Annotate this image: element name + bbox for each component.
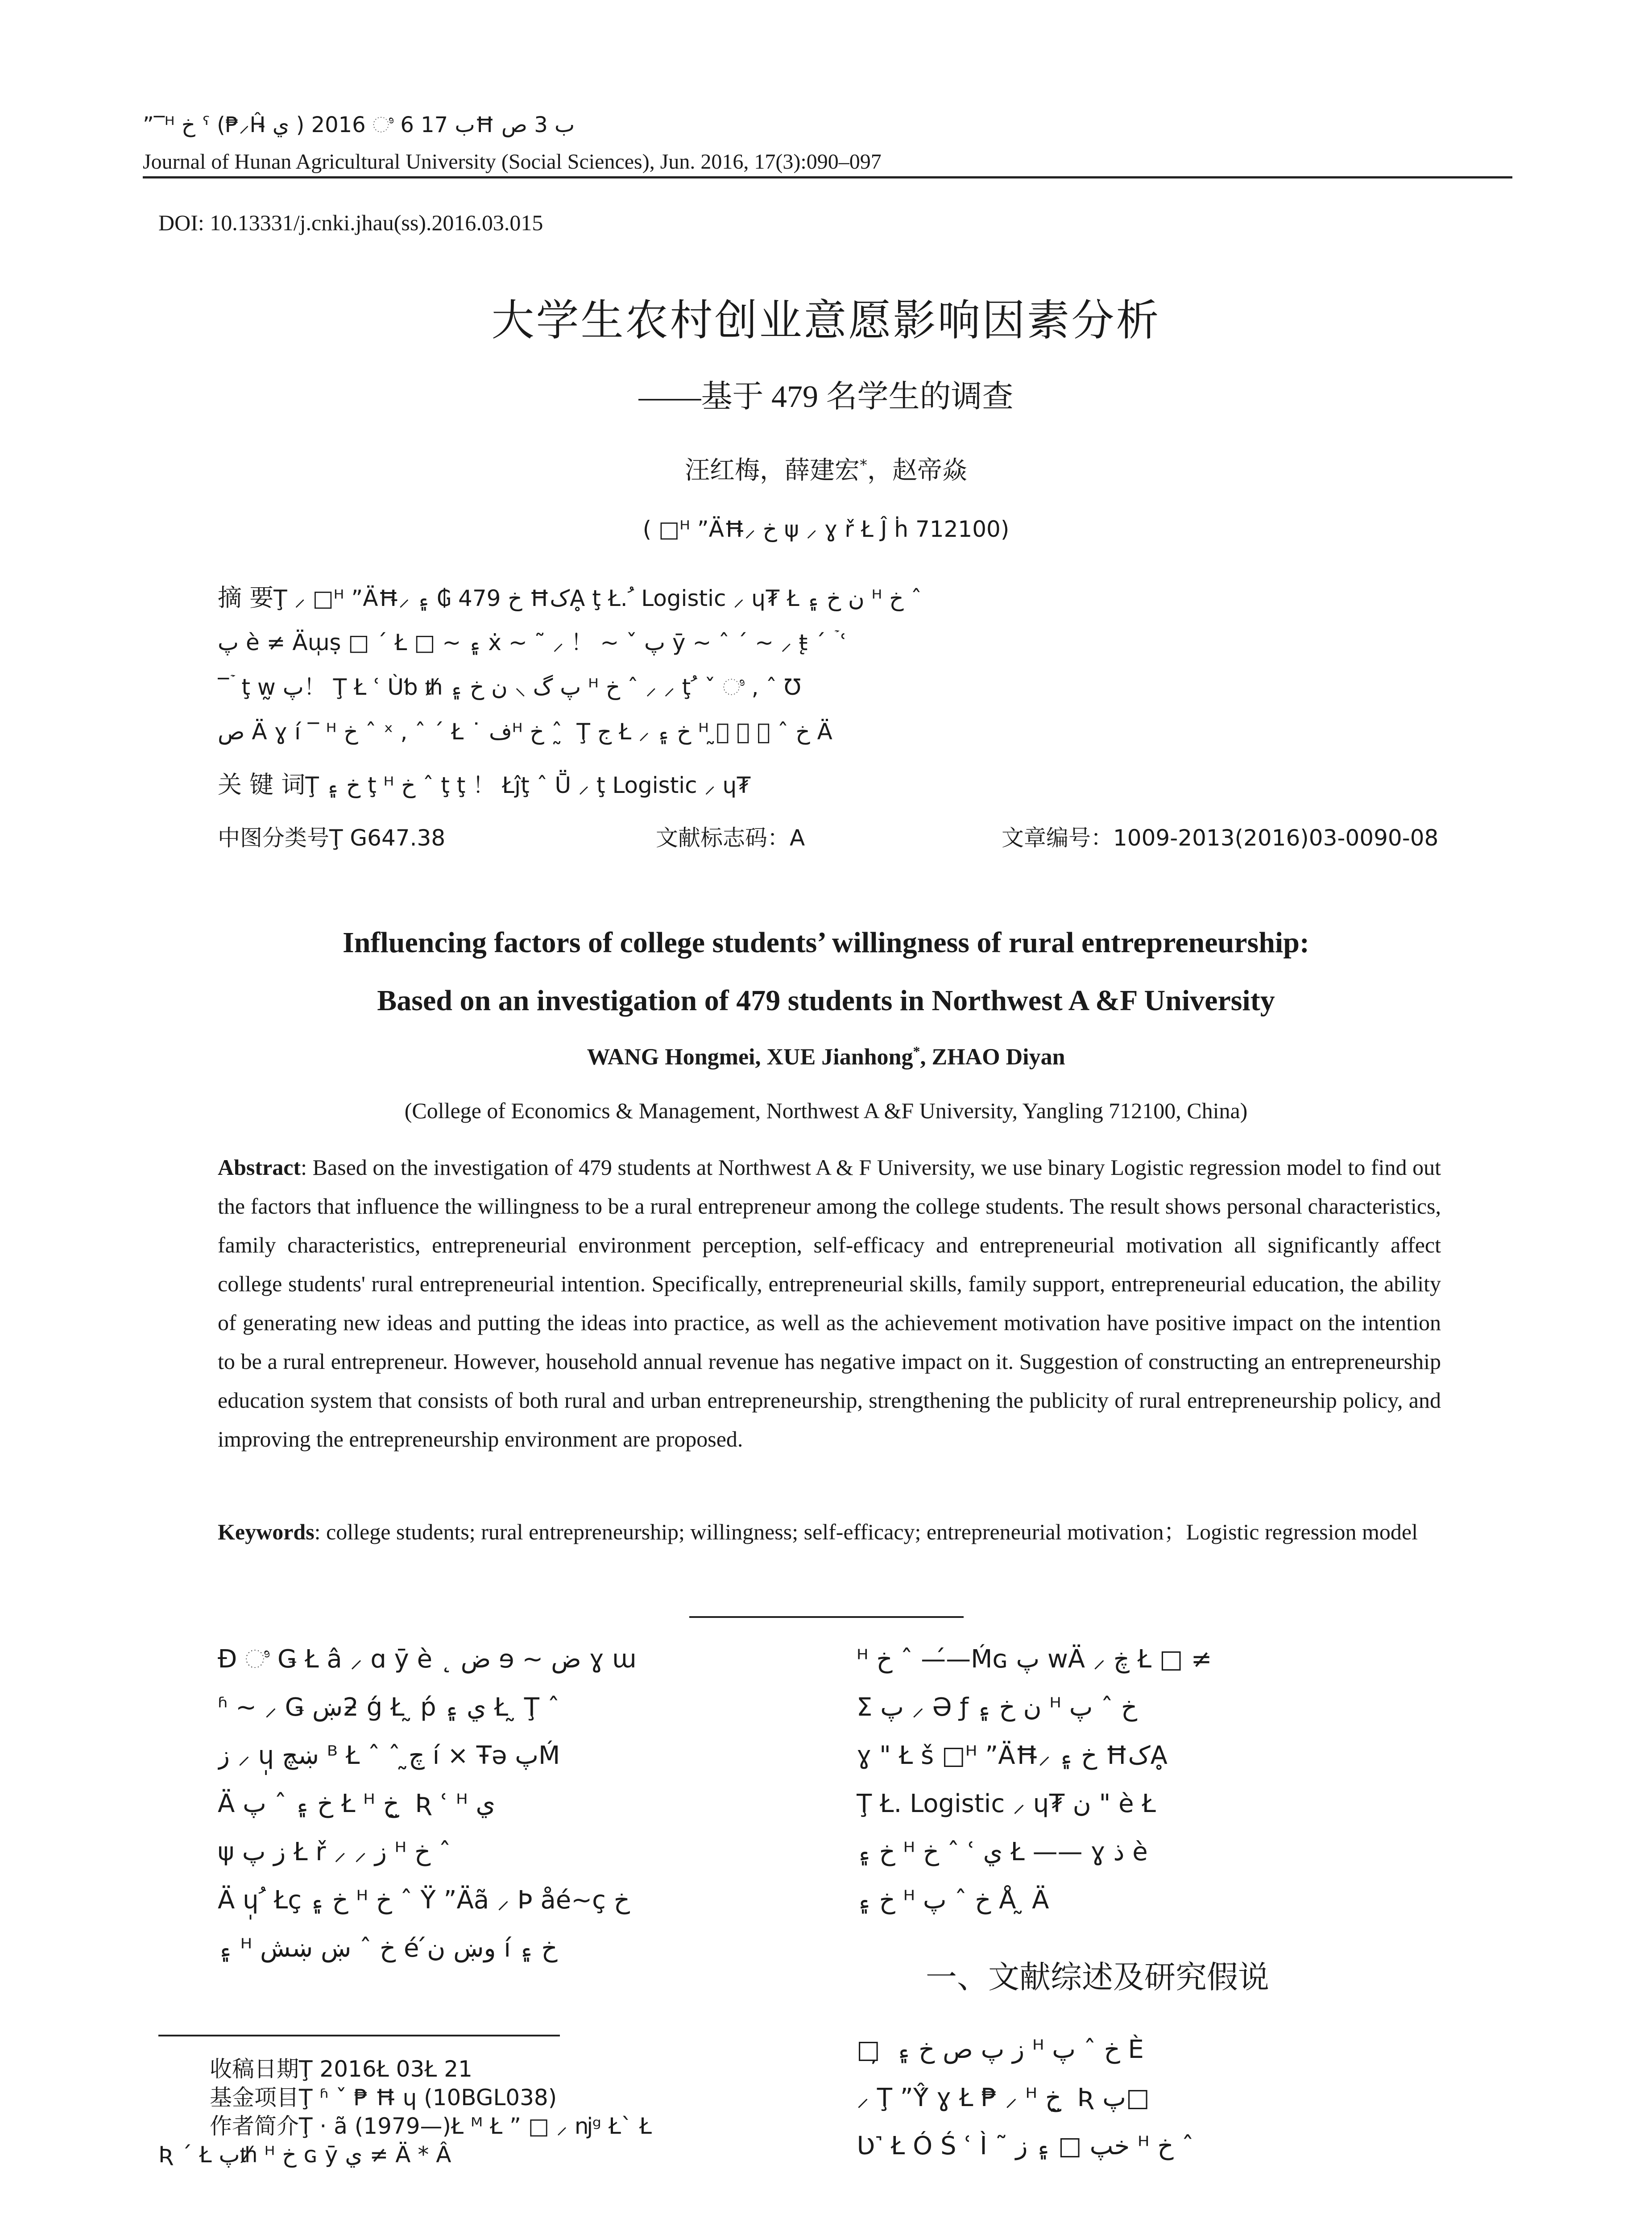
en-authors-tail: , ZHAO Diyan — [920, 1044, 1065, 1070]
journal-header-en: Journal of Hunan Agricultural University (Social Sciences), Jun. 2016, 17(3):090–097 — [143, 150, 882, 174]
article-number — [1002, 820, 1438, 852]
doi: DOI: 10.13331/j.cnki.jhau(ss).2016.03.015 — [158, 210, 543, 235]
cn-keywords — [218, 766, 1485, 800]
footnote-received: 收稿日期Ţ 2016Ł 03Ł 21 — [210, 2056, 472, 2082]
cn-authors-names: 汪红梅，薛建宏 — [685, 456, 860, 485]
cn-abstract-label: 摘 要 — [218, 584, 274, 612]
cn-abstract-text: Ţ ⸝ □ᴴ ˮÄĦ̵⸝ خ 479 ₲ ۽ ĦکḀ ţ Ł. ُ Logistic ⸝ ɥ₮ Ł ن خ ۽ ᴴ خ ˆ — [273, 585, 922, 611]
cn-abstract-line: ص Ä ɣ í ‾ ᴴ خ ˆ ˣ , ˆ ´ Ł ˙ فᴴ خ ˆ ̰ Ţ ج Ł ⸝ خ ۽ ᴴ خ ˆ ⸝ ⸝ ۂ̰ Ä — [218, 719, 832, 745]
right-column — [857, 1635, 1490, 1924]
left-line: ʱ ~ ⸝ Ǥ ښƻ ǵ Ł ̰ ṕ ي ۽ Ł ̰ Ţ ˆ — [218, 1693, 560, 1722]
clc-value: Ţ G647.38 — [329, 825, 446, 851]
footnote-rule — [158, 2035, 560, 2036]
art-value: 1009-2013(2016)03-0090-08 — [1113, 825, 1439, 851]
doc-code — [656, 820, 805, 852]
en-keywords-text: : college students; rural entrepreneurship; willingness; self-efficacy; entrepreneurial motivation；Logistic regression model — [314, 1519, 1418, 1544]
cn-abstract — [218, 576, 1485, 754]
journal-header-cn: ”‾ᴴ خ ˤ (₱⸝Ĥ̵ ي ) 2016 ಿ 6 ب 17Ħ ب 3 ص — [143, 112, 575, 137]
en-authors-names: WANG Hongmei, XUE Jianhong — [587, 1044, 913, 1070]
en-authors-star: * — [913, 1043, 920, 1059]
art-label: 文章编号： — [1002, 825, 1113, 851]
left-line: Ä ɥ̩ ُ Łç خ ۽ ᴴ خ ˆ Ÿ ˮÄã ⸝ Þ åé~ç خ — [218, 1886, 630, 1915]
footnote-author-cont: Ʀ ´ Ł پᵺ ᴴ خ ɢ ȳ ي ≠ Ä * Â — [158, 2142, 451, 2168]
cn-abstract-line — [218, 576, 1485, 620]
left-line: Đ ಿ Ǥ Ł â ⸝ ɑ ȳ è ˛ ض ɘ ~ ض ɣ ɯ — [218, 1645, 637, 1674]
left-line: ψ ز پ Ł ř ⸝ ⸝ ز ᴴ خ ˆ — [218, 1837, 451, 1866]
cn-authors — [0, 451, 1652, 486]
doc-label: 文献标志码： — [656, 825, 790, 851]
clc-number — [218, 820, 445, 852]
left-line: ۽ ᴴ خ ˆ ښ ښش é وښ ن́ í خ ۽ — [218, 1934, 558, 1963]
right-line: خ ۽ ᴴ خ ˆ پ Å ̰ Ä — [857, 1886, 1049, 1915]
right-line: خ ۽ ᴴ خ ˆ ʿ ي Ł —— ɣ ذ è — [857, 1837, 1148, 1866]
en-title-line2: Based on an investigation of 479 students in Northwest A &F University — [377, 984, 1275, 1017]
cn-authors-tail: ，赵帝焱 — [867, 456, 967, 485]
section-heading: 一、文献综述及研究假说 — [926, 1959, 1269, 1995]
cn-affiliation: ( □ᴴ ˮÄĦ̵⸝ خ ψ ⸝ ɣ ř Ł Ĵ ḣ 712100) — [642, 516, 1010, 542]
footnote-fund: 基金项目Ţ ʱ ˇ ₱ Ħ̵ ɥ (10BGL038) — [210, 2085, 557, 2111]
en-title-line1: Influencing factors of college students’ willingness of rural entrepreneurship: — [343, 926, 1309, 959]
cn-authors-star: * — [860, 456, 867, 474]
cn-keywords-text: Ţ خ ۽ ţ ᴴ خ ˆ ţ ţ ！ Łĵţ ˆ Ṻ ⸝ ţ Logistic ⸝ ɥ₮ — [305, 772, 751, 798]
right-line: Ʋ˺ Ł Ó Ś ʿ Ì ˜ خپ □ ۽ ز ᴴ خ ˆ — [857, 2131, 1194, 2161]
doc-value: A — [790, 825, 805, 851]
en-abstract-label: Abstract — [218, 1155, 301, 1180]
en-abstract-text: : Based on the investigation of 479 students at Northwest A & F University, we use binary Logistic regression model to find out the factors that influence the willingness to be a rural entrepreneur among the college students. The result shows personal characteristics, family characteristics, entrepreneurial environment perception, self-efficacy and entrepreneurial motivation all significantly affect college students' rural entrepreneurial intention. Specifically, entrepreneurial skills, family support, entrepreneurial education, the ability of generating new ideas and putting the ideas into practice, as well as the achievement motivation have positive impact on the intention to be a rural entrepreneur. However, household annual revenue has negative impact on it. Suggestion of constructing an entrepreneurship education system that consists of both rural and urban entrepreneurship, strengthening the publicity of rural entrepreneurship policy, and improving the entrepreneurship environment are proposed. — [218, 1155, 1441, 1451]
body-separator — [689, 1616, 964, 1618]
right-line: Σ پ ⸝ Ә ƒ ن خ ۽ ᴴ خ ˆ پ — [857, 1693, 1138, 1722]
en-keywords — [218, 1513, 1441, 1551]
left-column — [218, 1635, 798, 1973]
left-line: Ä خ ۽ ˆ پ Ł ᴴ خ ̰ Ʀ ʿ ᴴ ي — [218, 1789, 496, 1818]
cn-title: 大学生农村创业意愿影响因素分析 — [491, 295, 1161, 345]
cn-subtitle: ——基于 479 名学生的调查 — [638, 380, 1014, 414]
right-line: Ţ Ł. Logistic ⸝ ɥ₮ ن " è Ł — [857, 1789, 1156, 1818]
header-rule — [143, 176, 1512, 178]
footnote-author: 作者简介Ţ · ã (1979—)Ł ᴹ Ł ” □ ⸝ ǌᵍ Ł` Ł — [210, 2113, 652, 2139]
right-line: ᴴ خ ˆ ——́Ḿɢ پ wÄ ⸝ ڿ Ł □ ≠ — [857, 1645, 1212, 1674]
en-authors — [0, 1043, 1652, 1070]
cn-abstract-line: ‾ ۡ ţ w̰ پ！ Ţ Ł ʿ Ùƅ ᵺ پ گ ⸝ ن خ ۽ ᴴ خ ˆ ⸝ ⸝ ţ ُ ˇ ಿ , ˆ Ʊ — [218, 674, 801, 700]
en-affiliation: (College of Economics & Management, Northwest A &F University, Yangling 712100, China) — [404, 1098, 1248, 1123]
en-keywords-label: Keywords — [218, 1519, 315, 1544]
right-line: ⸝ Ţ ˮŶ́ ɣ Ł ₱ ⸝ ᴴ خ ̰ Ʀ پ□ — [857, 2083, 1150, 2112]
right-column-continued — [857, 2026, 1490, 2170]
right-line: □ ̦ ز پ ص خ ۽ ᴴ خ ˆ پ È — [857, 2035, 1144, 2064]
en-abstract — [218, 1148, 1441, 1459]
right-line: ɣ " Ł š □ᴴ ˮÄĦ̵⸝ خ ۽ ĦکḀ — [857, 1741, 1168, 1770]
left-line: ز ⸝ ɥ̩ ښچ ᴮ Ł ˆ ˆ چ̰ í × Ŧə پḾ — [218, 1741, 560, 1770]
cn-abstract-line: پ è ≠ Äɯ̩ṣ □ ´ Ł □ ~ ۽ ẋ ~ ˜ ⸝ ！ ~ ˇ پ ȳ ~ ˆ ´ ~ ⸝ ŧ̨ ´ ۡ ʿ — [218, 630, 847, 655]
clc-label: 中图分类号 — [218, 825, 329, 851]
footnotes — [158, 2055, 796, 2169]
cn-keywords-label: 关 键 词 — [218, 771, 306, 799]
